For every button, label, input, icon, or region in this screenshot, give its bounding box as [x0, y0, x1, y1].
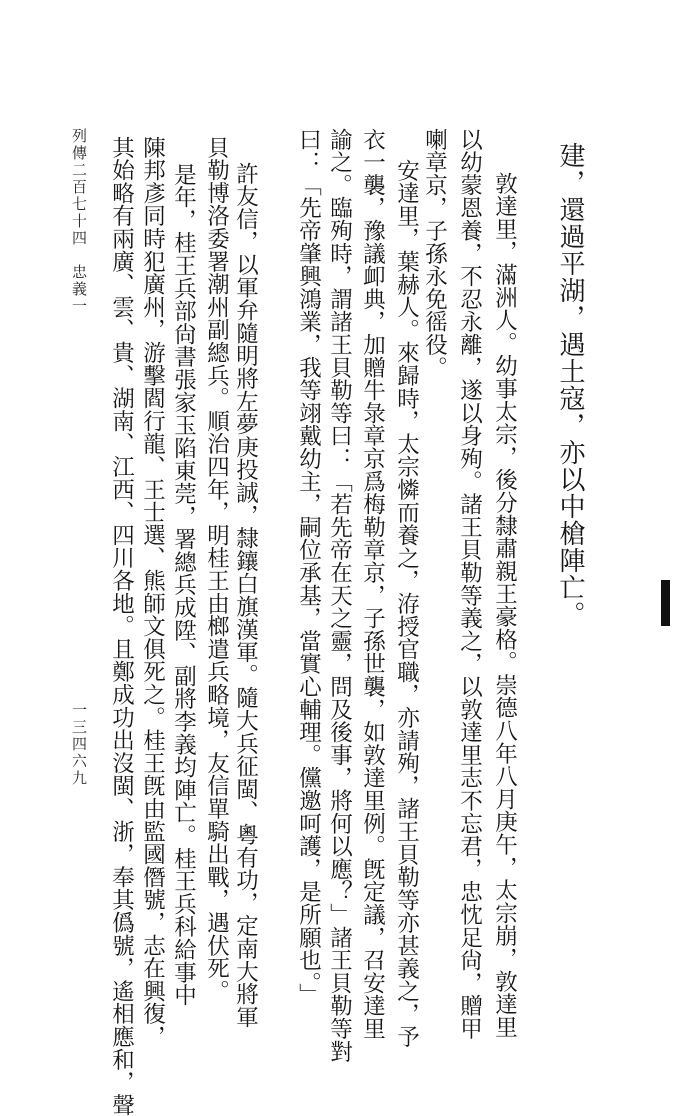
text-column-11: 是年，桂王兵部尙書張家玉陷東莞，署總兵成陞、副將李義均陣亡。桂王兵科給事中	[170, 163, 197, 1007]
page-number: 一三四六九	[70, 702, 88, 787]
text-column-10: 貝勒博洛委署潮州副總兵。順治四年，明桂王由榔遣兵略境，友信單騎出戰，遇伏死。	[203, 136, 230, 1003]
chapter-header: 列傳二百七十四 忠義一	[70, 128, 88, 315]
text-column-12: 陳邦彥同時犯廣州，游擊閻行龍、王士選、熊師文俱死之。桂王旣由監國僭號，志在興復，	[139, 136, 166, 1048]
text-column-8: 曰：「先帝肇興鴻業，我等翊戴幼主，嗣位承基，當實心輔理。儻邀呵護，是所願也。」	[295, 128, 322, 1006]
text-column-4: 喇章京，子孫永免徭役。	[421, 128, 448, 379]
text-column-9: 許友信，以軍弁隨明將左夢庚投誠，隸鑲白旗漢軍。隨大兵征閩、粵有功，定南大將軍	[232, 162, 259, 1029]
text-column-5: 安達里，葉赫人。來歸時，太宗憐而養之，洊授官職，亦請殉，諸王貝勒等亦甚義之，予	[393, 159, 420, 1049]
text-column-7: 諭之。臨殉時，謂諸王貝勒等曰：「若先帝在天之靈，問及後事，將何以應？」諸王貝勒等對	[326, 128, 353, 1063]
text-column-6: 衣一襲，豫議卹典，加贈牛彔章京爲梅勒章京，子孫世襲，如敦達里例。旣定議，召安達里	[359, 128, 386, 1040]
text-column-2: 敦達里，滿洲人。幼事太宗，後分隸肅親王豪格。崇德八年八月庚午，太宗崩，敦達里	[491, 172, 518, 1039]
text-column-1: 建，還過平湖，遇土寇，亦以中槍陣亡。	[555, 142, 585, 628]
page-edge-mark	[661, 580, 670, 626]
text-column-13: 其始略有兩廣、雲、貴、湖南、江西、四川各地。且鄭成功出沒閩、浙，奉其僞號，遙相應和，聲	[108, 136, 135, 1116]
text-column-3: 以幼蒙恩養，不忍永離，遂以身殉。諸王貝勒等義之，以敦達里志不忘君，忠忱足尙，贈甲	[456, 128, 483, 1040]
